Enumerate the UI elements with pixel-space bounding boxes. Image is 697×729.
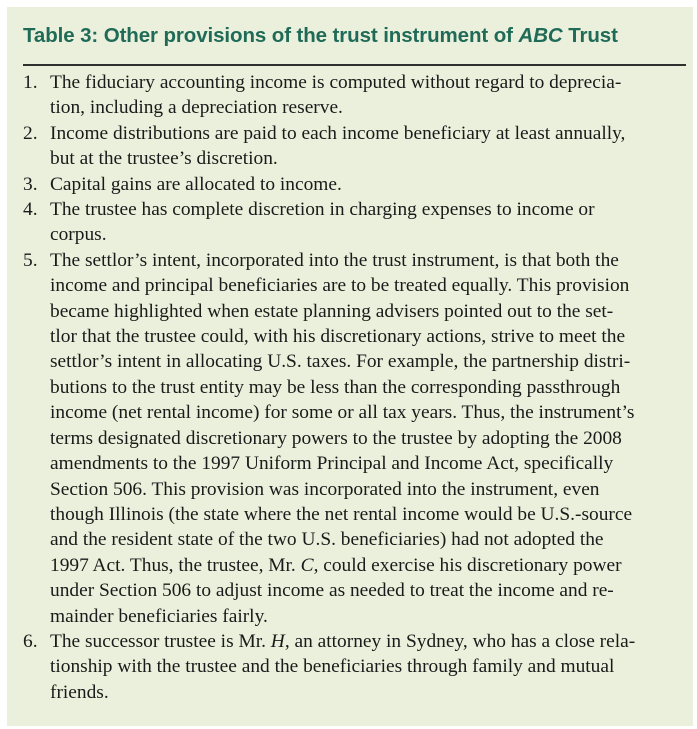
item-line [50,629,671,654]
provisions-list [23,70,671,705]
item-line: though Illinois (the state where the net rental income would be U.S.-source [50,503,633,525]
line-text: 1997 Act. Thus, the trustee, Mr. [50,554,301,576]
line-text: The successor trustee is Mr. [50,630,271,652]
item-line: income and principal beneficiaries are to be treated equally. This provision [50,275,630,297]
item-line: settlor’s intent in allocating U.S. taxes. For example, the partnership distri- [50,351,631,373]
list-item [23,70,671,121]
item-line: and the resident state of the two U.S. beneficiaries) had not adopted the [50,529,604,551]
item-number: 4. [23,199,38,221]
item-line: amendments to the 1997 Uniform Principal and Income Act, specifically [50,453,614,475]
title-suffix: Trust [562,24,618,47]
item-number: 1. [23,72,38,93]
list-item [23,248,671,629]
item-line: terms designated discretionary powers to the trustee by adopting the 2008 [50,427,622,449]
item-line: butions to the trust entity may be less than the corresponding passthrough [50,376,621,398]
item-line: Capital gains are allocated to income. [50,173,342,195]
title-italic: ABC [518,24,563,47]
item-line: mainder beneficiaries fairly. [50,605,268,627]
item-line: tion, including a depreciation reserve. [50,97,343,119]
item-line: tlor that the trustee could, with his discretionary actions, strive to meet the [50,326,626,348]
item-line: income (net rental income) for some or all tax years. Thus, the instrument’s [50,402,635,424]
item-line [50,553,671,578]
item-line: tionship with the trustee and the beneficiaries through family and mutual [50,656,615,678]
item-line: became highlighted when estate planning advisers pointed out to the set- [50,300,614,322]
item-line: friends. [50,681,109,703]
item-line: Income distributions are paid to each income beneficiary at least annually, [50,122,626,144]
list-item [23,121,671,172]
title-divider [23,64,686,66]
item-number: 3. [23,173,38,195]
item-line: corpus. [50,224,107,246]
item-line: The fiduciary accounting income is computed without regard to deprecia- [50,72,622,93]
line-text: , could exercise his discretionary power [313,554,622,576]
item-line: The trustee has complete discretion in charging expenses to income or [50,199,595,221]
trustee-name: C [300,554,314,576]
list-item [23,197,671,248]
list-item [23,629,671,705]
item-line: The settlor’s intent, incorporated into the trust instrument, is that both the [50,249,619,271]
item-line: Section 506. This provision was incorporated into the instrument, even [50,478,600,500]
title-prefix: Table 3: Other provisions of the trust instrument of [23,24,519,47]
item-number: 6. [23,630,38,652]
successor-name: H [270,630,285,652]
item-line: but at the trustee’s discretion. [50,148,278,170]
item-line: under Section 506 to adjust income as needed to treat the income and re- [50,580,614,602]
item-number: 2. [23,122,38,144]
table-panel [7,7,693,726]
list-item [23,172,671,197]
line-text: , an attorney in Sydney, who has a close rela- [284,630,636,652]
item-number: 5. [23,249,38,271]
table-title [23,24,618,48]
